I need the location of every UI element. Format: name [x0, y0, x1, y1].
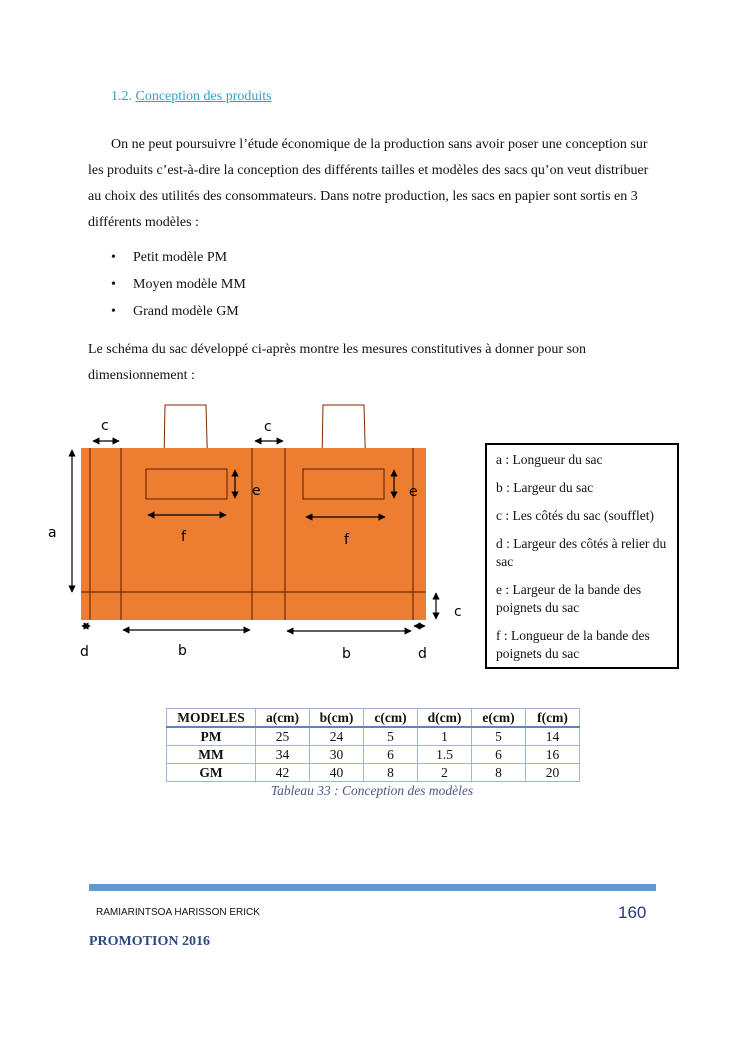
label-c-left: c — [101, 418, 109, 434]
table-cell: 6 — [364, 746, 418, 764]
table-cell: 20 — [526, 764, 580, 782]
label-d-right: d — [418, 646, 427, 662]
legend-item: b : Largeur du sac — [496, 480, 594, 495]
footer-promotion: PROMOTION 2016 — [89, 934, 210, 949]
table-cell: 40 — [310, 764, 364, 782]
list-item: • Grand modèle GM — [111, 302, 246, 329]
table-cell: 1 — [418, 727, 472, 746]
table-caption: Tableau 33 : Conception des modèles — [270, 783, 474, 798]
table-cell: 30 — [310, 746, 364, 764]
table-cell: 6 — [472, 746, 526, 764]
label-f-right: f — [344, 532, 349, 548]
column-header: b(cm) — [310, 709, 364, 728]
column-header: f(cm) — [526, 709, 580, 728]
label-b-left: b — [178, 643, 187, 659]
model-list — [111, 248, 246, 329]
table-cell: 1.5 — [418, 746, 472, 764]
intro-paragraph: On ne peut poursuivre l’étude économique de la production sans avoir poser une conception sur les produits c’est-à-dire la conception des différents tailles et modèles des sacs qu’on veut distribuer au choix des utilités des consommateurs. Dans notre production, les sacs en papier sont sortis en 3 différents modèles : — [88, 137, 649, 230]
label-d-left: d — [80, 644, 89, 660]
list-item: • Petit modèle PM — [111, 248, 246, 275]
footer-divider — [89, 884, 656, 891]
column-header: d(cm) — [418, 709, 472, 728]
column-header: a(cm) — [256, 709, 310, 728]
table-row — [167, 746, 580, 764]
table-row — [167, 764, 580, 782]
row-header: MM — [167, 746, 256, 764]
bullet-icon: • — [111, 304, 116, 319]
legend-item: c : Les côtés du sac (soufflet) — [496, 508, 654, 523]
table-cell: 5 — [364, 727, 418, 746]
diagram-legend — [485, 443, 679, 669]
table-cell: 14 — [526, 727, 580, 746]
table-cell: 16 — [526, 746, 580, 764]
footer-author: RAMIARINTSOA HARISSON ERICK — [96, 907, 260, 918]
table-cell: 8 — [364, 764, 418, 782]
section-title-link[interactable]: Conception des produits — [135, 89, 272, 104]
row-header: PM — [167, 727, 256, 746]
label-f-left: f — [181, 529, 186, 545]
table-header-row — [167, 709, 580, 728]
diagram-intro-paragraph: Le schéma du sac développé ci-après montre les mesures constitutives à donner pour son dimensionnement : — [88, 342, 587, 383]
table-row — [167, 727, 580, 746]
legend-item: a : Longueur du sac — [496, 452, 603, 467]
list-item: • Moyen modèle MM — [111, 275, 246, 302]
row-header: GM — [167, 764, 256, 782]
bullet-icon: • — [111, 250, 116, 265]
table-cell: 2 — [418, 764, 472, 782]
column-header: c(cm) — [364, 709, 418, 728]
legend-item: e : Largeur de la bande des poignets du sac — [496, 582, 642, 615]
label-a: a — [48, 525, 57, 541]
section-heading — [111, 89, 272, 105]
bag-diagram — [0, 395, 480, 675]
column-header: e(cm) — [472, 709, 526, 728]
label-e-right: e — [409, 484, 418, 500]
page-number: 160 — [618, 903, 647, 922]
column-header: MODELES — [167, 709, 256, 728]
bullet-icon: • — [111, 277, 116, 292]
table-cell: 42 — [256, 764, 310, 782]
section-number: 1.2. — [111, 89, 132, 104]
table-cell: 5 — [472, 727, 526, 746]
label-c-middle: c — [264, 419, 272, 435]
bag-body — [81, 448, 426, 620]
table-cell: 24 — [310, 727, 364, 746]
models-table — [166, 708, 580, 782]
label-b-right: b — [342, 646, 351, 662]
legend-item: d : Largeur des côtés à relier du sac — [496, 536, 667, 569]
table-cell: 25 — [256, 727, 310, 746]
table-cell: 8 — [472, 764, 526, 782]
label-c-right: c — [454, 604, 462, 620]
legend-item: f : Longueur de la bande des poignets du sac — [496, 628, 650, 661]
table-cell: 34 — [256, 746, 310, 764]
label-e-left: e — [252, 483, 261, 499]
